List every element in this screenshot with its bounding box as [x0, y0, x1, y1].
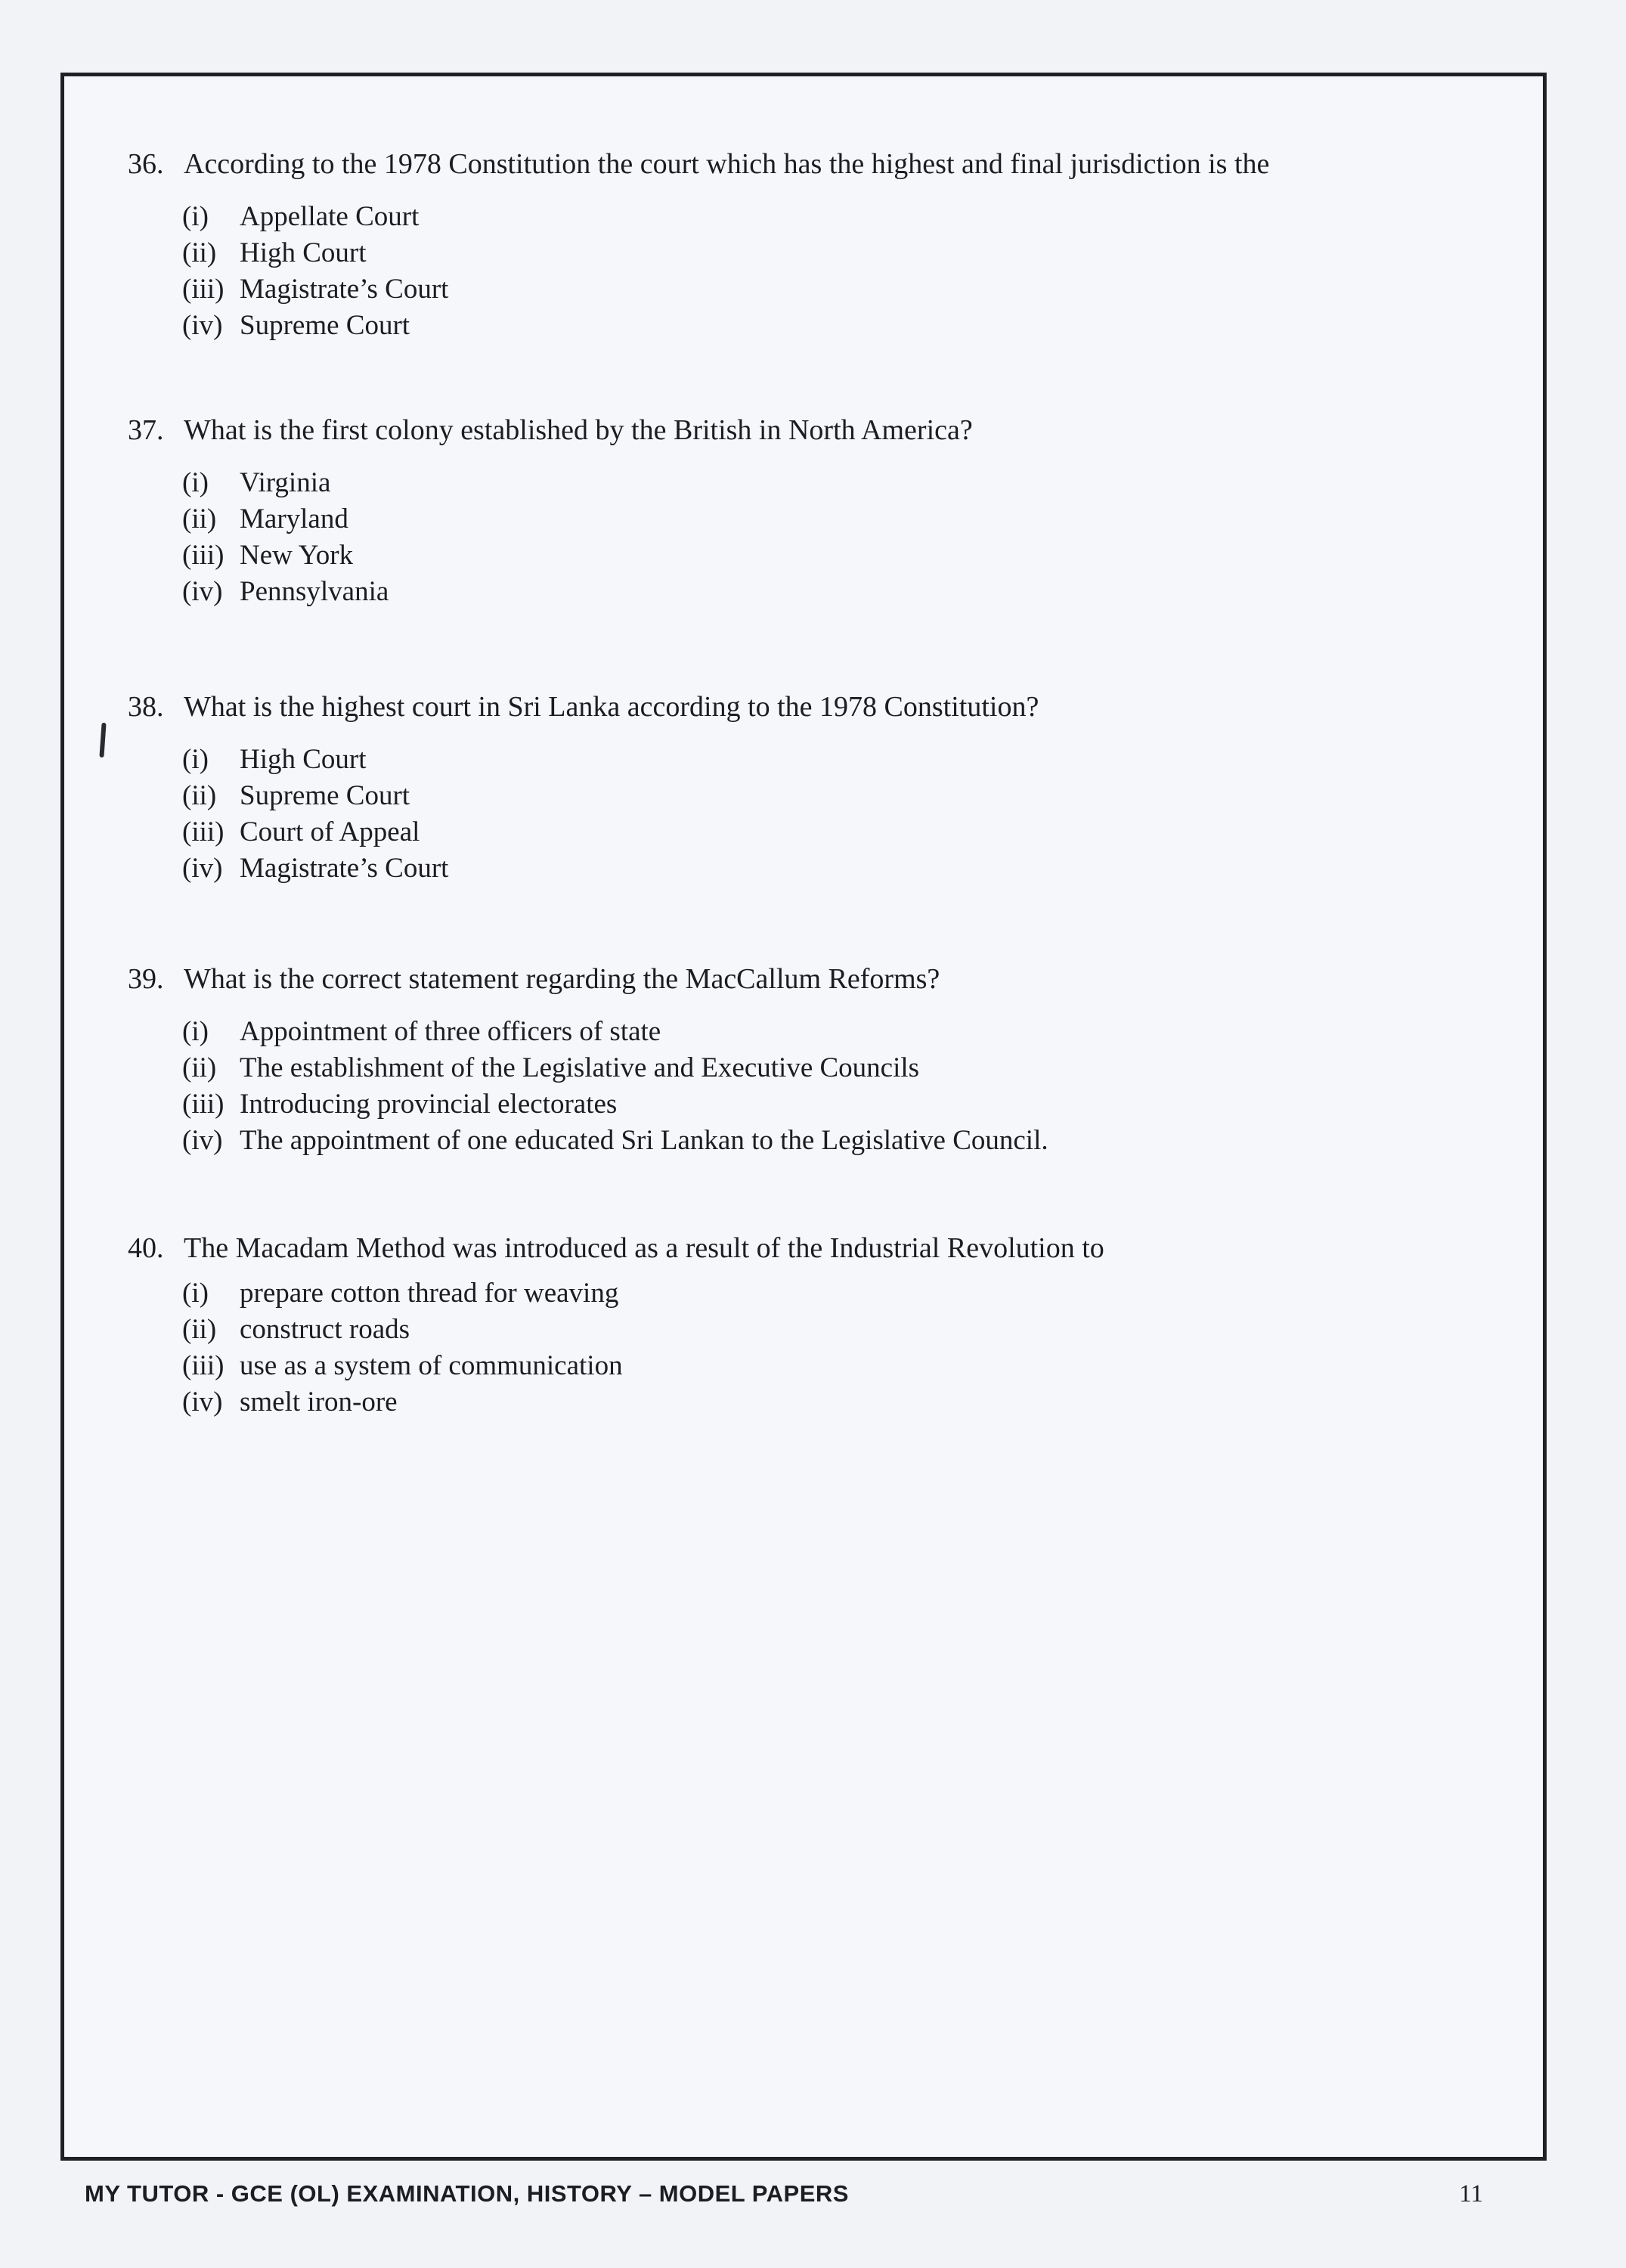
option-label: (iv) [182, 1125, 223, 1156]
option-text: Magistrate’s Court [240, 853, 449, 884]
pen-mark [99, 723, 106, 758]
option-label: (iii) [182, 816, 225, 847]
question-text: The Macadam Method was introduced as a result of the Industrial Revolution to [184, 1232, 1104, 1264]
question-38 [128, 689, 1519, 887]
question-40 [128, 1230, 1519, 1421]
option-text: smelt iron-ore [240, 1387, 398, 1418]
option-label: (ii) [182, 237, 217, 268]
option-item [182, 465, 1519, 501]
option-item [182, 850, 1519, 887]
option-label: (iii) [182, 274, 225, 305]
option-text: Supreme Court [240, 780, 410, 811]
option-item [182, 1050, 1519, 1086]
option-text: The appointment of one educated Sri Lankan to the Legislative Council. [240, 1125, 1048, 1156]
option-label: (i) [182, 1016, 209, 1047]
option-list [128, 465, 1519, 610]
question-number: 36. [128, 148, 164, 180]
option-list [128, 1275, 1519, 1421]
option-item [182, 574, 1519, 610]
option-text: High Court [240, 744, 367, 775]
option-label: (iii) [182, 540, 225, 571]
option-item [182, 235, 1519, 271]
option-text: Maryland [240, 503, 348, 534]
option-label: (iv) [182, 576, 223, 607]
option-text: Pennsylvania [240, 576, 389, 607]
option-item [182, 271, 1519, 308]
option-label: (i) [182, 744, 209, 775]
option-label: (iv) [182, 853, 223, 884]
question-text: What is the first colony established by the British in North America? [184, 414, 973, 446]
option-item [182, 1014, 1519, 1050]
option-label: (i) [182, 467, 209, 498]
option-item [182, 1086, 1519, 1123]
question-stem [128, 146, 1519, 182]
question-37 [128, 412, 1519, 610]
option-text: Appointment of three officers of state [240, 1016, 661, 1047]
question-stem [128, 689, 1519, 725]
option-text: Appellate Court [240, 201, 420, 232]
option-item [182, 501, 1519, 538]
option-label: (i) [182, 1278, 209, 1309]
question-number: 38. [128, 691, 164, 723]
option-item [182, 1384, 1519, 1421]
page-number: 11 [1459, 2180, 1483, 2208]
question-stem [128, 961, 1519, 997]
question-number: 39. [128, 963, 164, 995]
question-text: According to the 1978 Constitution the court which has the highest and final jurisdiction is the [184, 148, 1270, 180]
option-item [182, 308, 1519, 344]
option-label: (ii) [182, 1314, 217, 1345]
option-item [182, 742, 1519, 778]
option-label: (iii) [182, 1350, 225, 1381]
option-item [182, 199, 1519, 235]
option-item [182, 1123, 1519, 1159]
question-text: What is the correct statement regarding the MacCallum Reforms? [184, 963, 940, 995]
question-number: 37. [128, 414, 164, 446]
option-text: Virginia [240, 467, 331, 498]
option-list [128, 199, 1519, 344]
question-36 [128, 146, 1519, 344]
option-label: (ii) [182, 503, 217, 534]
option-label: (i) [182, 201, 209, 232]
question-number: 40. [128, 1232, 164, 1264]
option-text: High Court [240, 237, 367, 268]
option-item [182, 1312, 1519, 1348]
option-item [182, 778, 1519, 814]
option-item [182, 1348, 1519, 1384]
page-footer [85, 2180, 1491, 2208]
option-text: construct roads [240, 1314, 410, 1345]
option-label: (iii) [182, 1089, 225, 1120]
option-text: New York [240, 540, 354, 571]
option-item [182, 1275, 1519, 1312]
option-text: Introducing provincial electorates [240, 1089, 618, 1120]
option-label: (ii) [182, 780, 217, 811]
footer-title: MY TUTOR - GCE (OL) EXAMINATION, HISTORY – MODEL PAPERS [85, 2180, 849, 2207]
question-stem [128, 412, 1519, 448]
option-text: Magistrate’s Court [240, 274, 449, 305]
question-text: What is the highest court in Sri Lanka according to the 1978 Constitution? [184, 691, 1039, 723]
option-label: (ii) [182, 1052, 217, 1083]
option-text: The establishment of the Legislative and Executive Councils [240, 1052, 920, 1083]
option-text: Court of Appeal [240, 816, 420, 847]
question-39 [128, 961, 1519, 1159]
page-frame [60, 73, 1547, 2161]
option-item [182, 538, 1519, 574]
option-text: prepare cotton thread for weaving [240, 1278, 619, 1309]
option-item [182, 814, 1519, 850]
option-label: (iv) [182, 310, 223, 341]
question-stem [128, 1230, 1519, 1266]
option-text: Supreme Court [240, 310, 410, 341]
option-text: use as a system of communication [240, 1350, 623, 1381]
option-list [128, 1014, 1519, 1159]
option-list [128, 742, 1519, 887]
option-label: (iv) [182, 1387, 223, 1418]
